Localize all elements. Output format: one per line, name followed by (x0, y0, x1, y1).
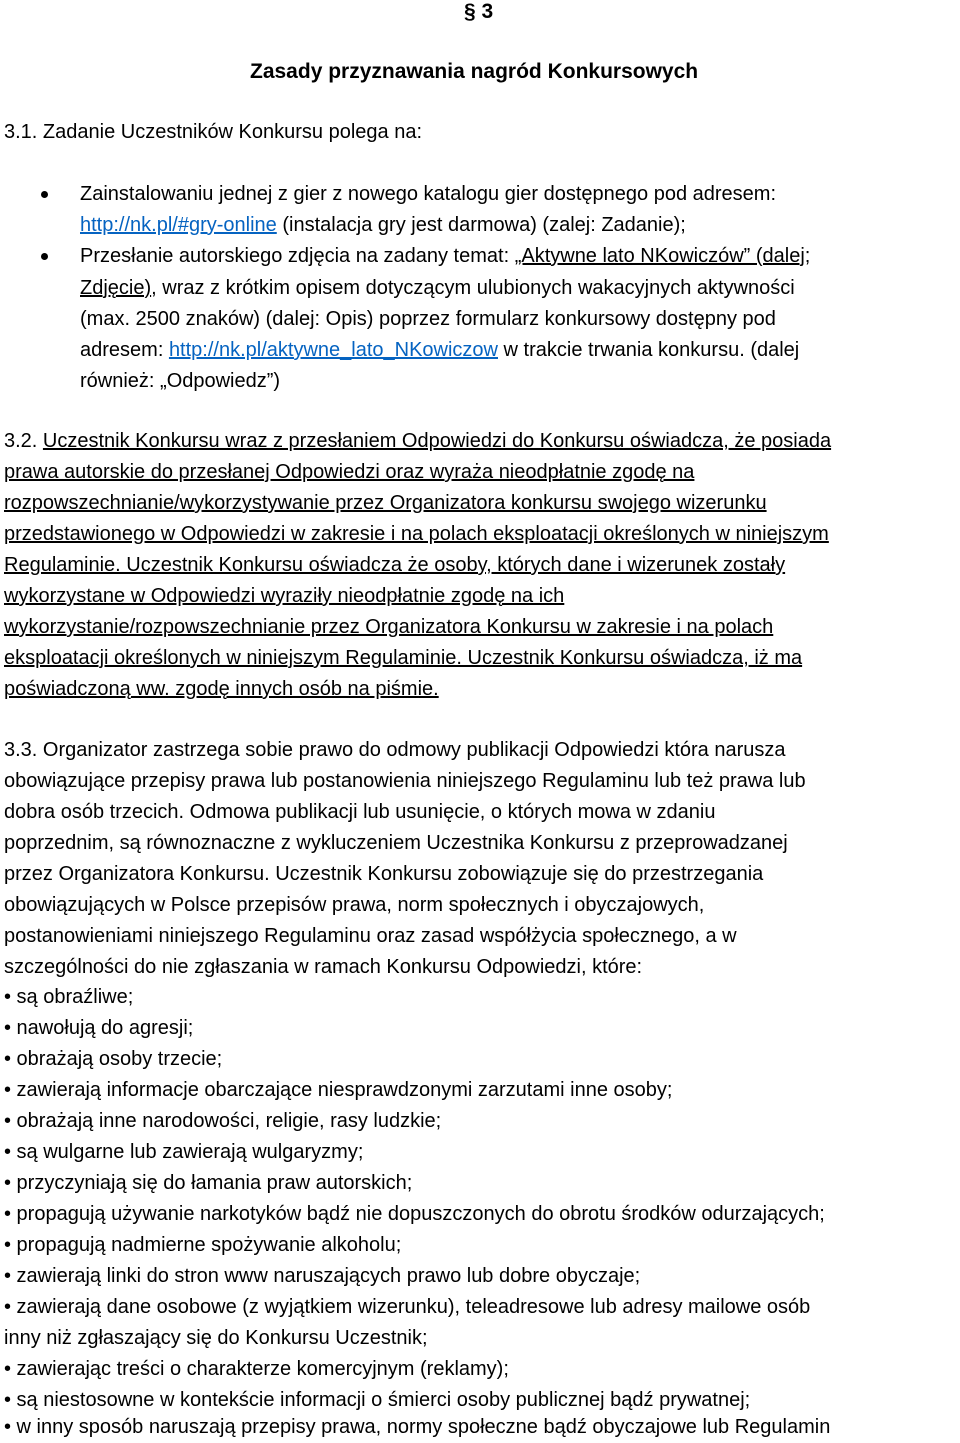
list-item: • obrażają osoby trzecie; (4, 1048, 223, 1070)
section-title: Zasady przyznawania nagród Konkursowych (250, 60, 699, 83)
p32-line4: przedstawionego w Odpowiedzi w zakresie i na polach eksploatacji określonych w niniejszym (4, 523, 829, 545)
aktywne-lato-link[interactable]: http://nk.pl/aktywne_lato_NKowiczow (168, 339, 498, 361)
list-item: • w inny sposób naruszają przepisy prawa, normy społeczne bądź obyczajowe lub Regulamin (4, 1416, 831, 1438)
list-item: • zawierają informacje obarczające niesprawdzonymi zarzutami inne osoby; (4, 1079, 673, 1101)
p32-number: 3.2. (4, 430, 43, 452)
section-number: § 3 (464, 0, 494, 23)
p31-item1-line1: Zainstalowaniu jednej z gier z nowego katalogu gier dostępnego pod adresem: (80, 183, 777, 205)
p32-line6: wykorzystane w Odpowiedzi wyraziły nieodpłatnie zgodę na ich (4, 585, 565, 607)
p31-item2-line2-underlined: Zdjęcie) (80, 277, 152, 299)
p33-line: obowiązujących w Polsce przepisów prawa, norm społecznych i obyczajowych, (4, 894, 705, 916)
list-item-continuation: inny niż zgłaszający się do Konkursu Uczestnik; (4, 1327, 428, 1349)
list-item: • przyczyniają się do łamania praw autorskich; (4, 1172, 413, 1194)
p32-line8: eksploatacji określonych w niniejszym Regulaminie. Uczestnik Konkursu oświadcza, iż ma (4, 647, 803, 669)
p33-line: postanowieniami niniejszego Regulaminu oraz zasad współżycia społecznego, a w (4, 925, 737, 947)
p31-item2-line4-text: adresem: (80, 339, 169, 361)
p33-line: przez Organizatora Konkursu. Uczestnik Konkursu zobowiązuje się do przestrzegania (4, 863, 764, 885)
p33-line: obowiązujące przepisy prawa lub postanowienia niniejszego Regulaminu lub też prawa lub (4, 770, 806, 792)
p32-line2: prawa autorskie do przesłanej Odpowiedzi oraz wyraża nieodpłatnie zgodę na (4, 461, 695, 483)
bullet-dot-icon (41, 253, 48, 260)
p33-line: poprzednim, są równoznaczne z wykluczeniem Uczestnika Konkursu z przeprowadzanej (4, 832, 788, 854)
list-item: • zawierają linki do stron www naruszających prawo lub dobre obyczaje; (4, 1265, 641, 1287)
bullet-dot-icon (41, 191, 48, 198)
p33-line: 3.3. Organizator zastrzega sobie prawo do odmowy publikacji Odpowiedzi która narusza (4, 739, 786, 761)
p33-line: szczególności do nie zgłaszania w ramach Konkursu Odpowiedzi, które: (4, 956, 643, 978)
list-item: • zawierają dane osobowe (z wyjątkiem wizerunku), teleadresowe lub adresy mailowe osób (4, 1296, 811, 1318)
p31-item1-line2 (80, 213, 686, 237)
p33-line: dobra osób trzecich. Odmowa publikacji lub usunięcie, o których mowa w zdaniu (4, 801, 716, 823)
p32-line7: wykorzystanie/rozpowszechnianie przez Organizatora Konkursu w zakresie i na polach (4, 616, 774, 638)
list-item: • są niestosowne w kontekście informacji o śmierci osoby publicznej bądź prywatnej; (4, 1389, 751, 1411)
p31-item2-line3: (max. 2500 znaków) (dalej: Opis) poprzez formularz konkursowy dostępny pod (80, 308, 776, 330)
p32-line1 (4, 429, 831, 453)
p32-line9: poświadczoną ww. zgodę innych osób na piśmie. (4, 678, 439, 700)
p31-item2-line1-underlined: „Aktywne lato NKowiczów” (dalej; (514, 245, 811, 267)
list-item: • obrażają inne narodowości, religie, rasy ludzkie; (4, 1110, 442, 1132)
p31-item2-line4 (80, 338, 799, 362)
p31-item2-line1-text: Przesłanie autorskiego zdjęcia na zadany temat: (80, 245, 515, 267)
list-item: • propagują nadmierne spożywanie alkoholu; (4, 1234, 402, 1256)
p31-item2-line1 (80, 244, 810, 268)
list-item: • są wulgarne lub zawierają wulgaryzmy; (4, 1141, 364, 1163)
list-item: • zawierając treści o charakterze komercyjnym (reklamy); (4, 1358, 509, 1380)
p32-line1-underlined: Uczestnik Konkursu wraz z przesłaniem Odpowiedzi do Konkursu oświadcza, że posiada (42, 430, 832, 452)
p32-line3: rozpowszechnianie/wykorzystywanie przez Organizatora konkursu swojego wizerunku (4, 492, 767, 514)
list-item: • są obraźliwe; (4, 986, 134, 1008)
p31-item2-line5: również: „Odpowiedz”) (80, 370, 281, 392)
list-item: • nawołują do agresji; (4, 1017, 194, 1039)
p31-item2-line2 (80, 276, 795, 300)
p31-item2-line4-tail: w trakcie trwania konkursu. (dalej (498, 339, 800, 361)
p31-item1-tail: (instalacja gry jest darmowa) (zalej: Zadanie); (276, 214, 686, 236)
p32-line5: Regulaminie. Uczestnik Konkursu oświadcza że osoby, których dane i wizerunek zostały (4, 554, 786, 576)
p31-intro: 3.1. Zadanie Uczestników Konkursu polega na: (4, 121, 423, 143)
gry-online-link[interactable]: http://nk.pl/#gry-online (80, 214, 277, 236)
list-item: • propagują używanie narkotyków bądź nie dopuszczonych do obrotu środków odurzających; (4, 1203, 825, 1225)
p31-item2-line2-text: , wraz z krótkim opisem dotyczącym ulubionych wakacyjnych aktywności (151, 277, 795, 299)
